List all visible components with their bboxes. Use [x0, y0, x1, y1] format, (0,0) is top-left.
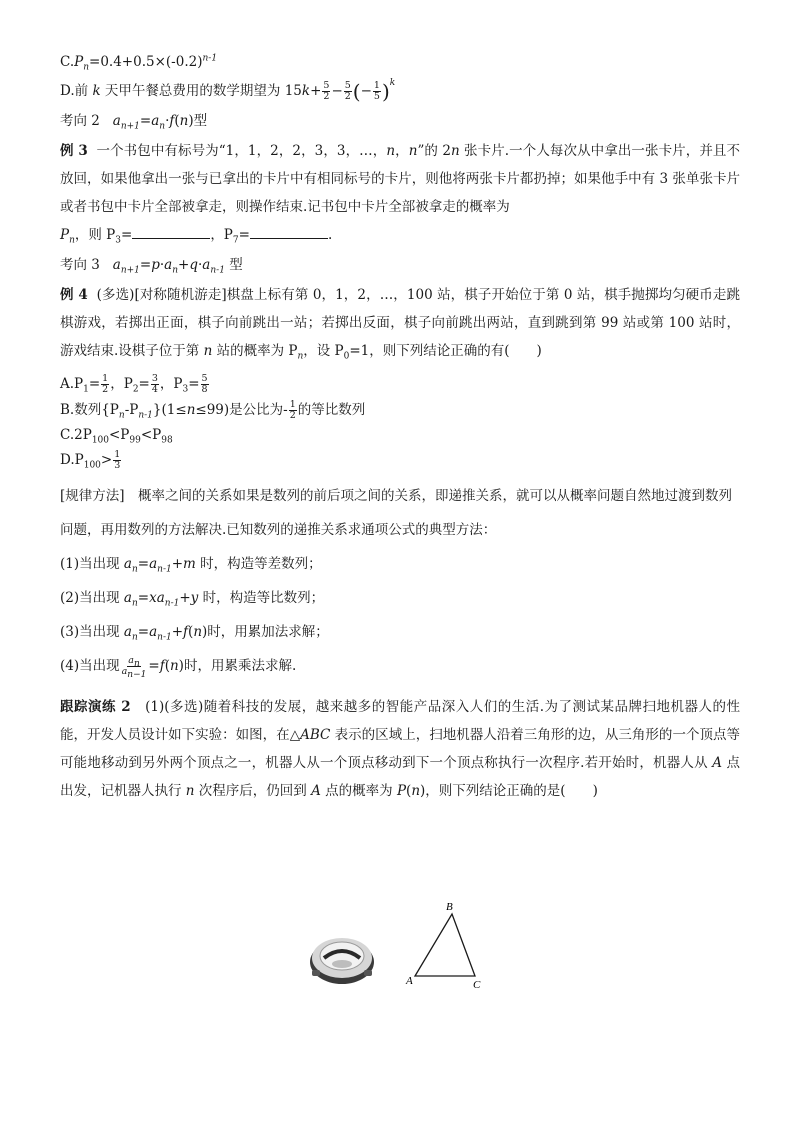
math-op: = — [137, 623, 150, 640]
fraction — [201, 374, 209, 395]
math-sub: n — [83, 62, 90, 73]
triangle-abc — [415, 914, 475, 976]
math-var: y — [190, 589, 199, 606]
math-op: · — [159, 256, 165, 273]
method-text: (1)当出现 — [60, 555, 124, 572]
math-var: a — [151, 112, 160, 129]
method-item-2 — [60, 581, 740, 615]
math-var: n — [193, 623, 203, 640]
method-text: 概率之间的关系如果是数列的前后项之间的关系，即递推关系，就可以从概率问题自然地过渡到数列问题，再用数列的方法解决.已知数列的递推关系求通项公式的典型方法： — [60, 487, 733, 538]
math-sub: n — [131, 564, 138, 575]
example-4 — [60, 281, 740, 365]
math-op: + — [310, 83, 322, 99]
math-sub: 99 — [129, 435, 141, 446]
option-text: <P — [109, 426, 130, 443]
option-prefix: D.前 — [60, 83, 93, 99]
math-sub: n — [297, 351, 304, 362]
math-op: + — [178, 256, 190, 273]
example-text: . — [327, 226, 333, 243]
math-var: a — [123, 589, 132, 606]
math-var: n — [203, 342, 213, 359]
math-var: a — [123, 555, 132, 572]
document-page — [60, 52, 740, 805]
heading-suffix: 型 — [193, 112, 208, 129]
option-text: <P — [140, 426, 162, 443]
paren: ( — [188, 623, 194, 640]
math-var: f — [159, 657, 165, 674]
math-sub: n — [131, 598, 138, 609]
vertex-a-label: A — [406, 975, 413, 987]
math-op: · — [198, 256, 203, 273]
math-var: a — [164, 256, 173, 273]
vertex-c-label: C — [473, 979, 481, 991]
method-text: (2)当出现 — [60, 589, 124, 606]
method-item-4 — [60, 649, 740, 683]
example-text: 站的概率为 P — [212, 342, 298, 359]
math-var: a — [112, 112, 121, 129]
option-c4 — [60, 423, 740, 447]
math-var: a — [156, 589, 165, 606]
math-op: = — [137, 555, 150, 572]
math-op: = — [148, 657, 160, 674]
option-d4 — [60, 447, 740, 473]
fraction — [322, 81, 330, 102]
method-text: 时，构造等差数列； — [195, 555, 322, 572]
math-sub: n-1 — [138, 410, 153, 421]
frac-den: 5 — [373, 91, 380, 102]
option-text: 的等比数列 — [297, 401, 366, 418]
math-sub: n-1 — [157, 564, 172, 575]
method-text: )时，用累乘法求解. — [178, 657, 297, 674]
option-text: ，P — [110, 375, 133, 392]
math-op: + — [171, 555, 184, 572]
heading-label: 考向 2 — [60, 112, 100, 129]
math-var: n — [169, 657, 179, 674]
example-text: =1，则下列结论正确的有( ) — [349, 342, 542, 359]
math-sub: 3 — [115, 235, 121, 246]
frac-num: 5 — [201, 372, 208, 384]
math-var: a — [149, 555, 158, 572]
option-prefix: C. — [60, 54, 75, 70]
method-text: (4)当出现 — [60, 657, 120, 674]
direction-2-heading — [60, 111, 740, 131]
method-text: )时，用累加法求解； — [202, 623, 329, 640]
frac-num: 3 — [151, 372, 158, 384]
frac-den — [121, 665, 148, 680]
math-op: = — [139, 256, 152, 273]
frac-num: 5 — [323, 80, 330, 91]
math-exp: n-1 — [202, 53, 218, 64]
math-var: n — [450, 142, 460, 159]
frac-den: 4 — [151, 383, 158, 395]
math-op: = — [238, 226, 250, 243]
option-text: ≤99)是公比为- — [195, 401, 288, 418]
math-sub: n — [172, 265, 179, 276]
robot-vacuum-icon — [310, 938, 374, 984]
method-label: [规律方法] — [60, 487, 125, 504]
math-sub: 7 — [232, 235, 239, 246]
vertex-b-label: B — [446, 901, 453, 913]
math-var: A — [311, 782, 321, 799]
direction-3-heading — [60, 255, 740, 275]
math-op: = — [121, 226, 133, 243]
fraction — [113, 450, 121, 471]
example-text: ，设 P — [303, 342, 344, 359]
example-3 — [60, 137, 740, 249]
math-op: = — [88, 375, 101, 392]
answer-blank-p3[interactable] — [132, 226, 210, 239]
practice-text: 点的概率为 — [320, 782, 397, 799]
method-item-1 — [60, 547, 740, 581]
math-var: q — [189, 256, 198, 273]
frac-num — [127, 656, 140, 667]
frac-den: 3 — [114, 459, 121, 471]
option-d-top — [60, 78, 740, 105]
method-text: 时，构造等比数列； — [198, 589, 325, 606]
math-op: = — [188, 375, 200, 392]
example-tag: (多选)[对称随机游走] — [96, 286, 227, 303]
math-var: a — [123, 623, 132, 640]
paren: ) — [188, 112, 194, 129]
fraction — [101, 374, 109, 395]
option-c-top — [60, 52, 740, 72]
option-text: ，P — [159, 375, 183, 392]
math-sub: 0 — [343, 351, 350, 362]
option-text: 天甲午餐总费用的数学期望为 15 — [100, 83, 302, 99]
math-sub: n-1 — [210, 265, 225, 276]
math-var: a — [112, 256, 121, 273]
example-text: ”的 2 — [417, 142, 451, 159]
frac-den: 8 — [201, 383, 208, 395]
option-text: C.2P — [60, 426, 92, 443]
math-var: P — [60, 226, 70, 243]
math-sub: n — [131, 632, 138, 643]
frac-den: 2 — [289, 409, 296, 421]
frac-num: 1 — [102, 372, 109, 384]
math-op: − — [360, 83, 372, 99]
paren: ( — [174, 112, 180, 129]
method-box — [60, 479, 740, 683]
math-sub: 100 — [91, 435, 109, 446]
math-sub: n — [133, 658, 140, 669]
option-b4 — [60, 397, 740, 423]
method-intro — [60, 479, 740, 547]
practice-text: 表示的区域上，扫地机器人沿着三角形的边，从三角形的一个顶点等可能地移动到另外两个顶点之一，机器人从一个顶点移动到下一个顶点称执行一次程序.若开始时，机器人从 — [60, 726, 740, 771]
option-a4 — [60, 371, 740, 397]
math-op: = — [137, 589, 150, 606]
math-var: P — [396, 782, 407, 799]
math-op: = — [138, 375, 150, 392]
math-op: + — [171, 623, 184, 640]
frac-num: 1 — [114, 448, 121, 460]
example-text: ， — [395, 142, 409, 159]
example-text: 棋盘上标有第 0，1，2，…，100 站，棋子开始位于第 0 站，棋手抛掷均匀硬币走跳棋游戏，若掷出正面，棋子向前跳出一站；若掷出反面，棋子向前跳出两站，直到跳到第 99 站或第 100 站时，游戏结束.设棋子位于第 — [60, 286, 740, 359]
math-sub: n — [118, 410, 125, 421]
math-var: x — [149, 589, 157, 606]
math-sub: n−1 — [127, 669, 147, 680]
option-text: }(1≤ — [152, 401, 187, 418]
math-sub: 98 — [161, 435, 173, 446]
practice-text: (1)(多选)随着科技的发展，越来越多的智能产品深入人们的生活.为了测试某品牌扫地机器人的性能，开发人员设计如下实验：如图，在△ — [60, 698, 740, 743]
heading-suffix: 型 — [224, 256, 243, 273]
math-sub: n+1 — [120, 265, 140, 276]
fraction — [151, 374, 159, 395]
option-text: A.P — [60, 375, 84, 392]
practice-text: 点出发，记机器人执行 — [60, 754, 740, 799]
math-sub: n-1 — [157, 632, 172, 643]
example-text: 一个书包中有标号为“1，1，2，2，3，3，…， — [96, 142, 387, 159]
math-var: P — [74, 54, 84, 70]
paren: ( — [352, 79, 361, 104]
math-var: n — [411, 782, 421, 799]
paren: ( — [164, 657, 170, 674]
fraction — [121, 654, 148, 680]
frac-den: 2 — [323, 91, 330, 102]
frac-num: 1 — [289, 398, 296, 410]
example-label: 例 4 — [60, 286, 88, 303]
figure-svg — [300, 900, 500, 1000]
math-var: a — [149, 623, 158, 640]
math-sub: n — [69, 235, 75, 246]
frac-den: 2 — [344, 91, 351, 102]
math-op: − — [331, 83, 343, 99]
fraction — [289, 400, 297, 421]
math-op: > — [100, 451, 113, 468]
method-item-3 — [60, 615, 740, 649]
fraction — [344, 81, 352, 102]
option-text: B.数列{P — [60, 401, 119, 418]
math-var: n — [386, 142, 396, 159]
frac-den: 2 — [102, 383, 109, 395]
math-sub: n — [159, 121, 166, 132]
paren: ) — [420, 782, 426, 799]
math-sub: n+1 — [120, 121, 140, 132]
figure-robot-triangle — [300, 900, 500, 1000]
example-text: 张卡片.一个人每次从中拿出一张卡片，并且不放回，如果他拿出一张与已拿出的卡片中有相同标号的卡片，则他将两张卡片都扔掉；如果他手中有 3 张单张卡片或者书包中卡片全部被拿走，则操作结束.记书包中卡片全部被拿走的概率为 — [60, 142, 740, 215]
math-op: · — [165, 112, 170, 129]
math-var: n — [186, 401, 196, 418]
math-var: a — [202, 256, 211, 273]
method-text: (3)当出现 — [60, 623, 124, 640]
math-op: = — [139, 112, 152, 129]
math-sub: n-1 — [164, 598, 180, 609]
math-var: k — [92, 83, 101, 99]
math-var: n — [185, 782, 195, 799]
paren: ( — [406, 782, 412, 799]
math-sub: 100 — [83, 460, 101, 471]
practice-2 — [60, 693, 740, 805]
heading-label: 考向 3 — [60, 256, 100, 273]
example-label: 例 3 — [60, 142, 88, 159]
math-text: =0.4+0.5×(-0.2) — [89, 54, 203, 70]
math-op: + — [179, 589, 191, 606]
math-var: A — [712, 754, 723, 771]
example-text: ，P — [210, 226, 233, 243]
math-var: n — [179, 112, 189, 129]
math-sub: 1 — [83, 384, 89, 395]
math-sub: 3 — [182, 384, 189, 395]
paren: ) — [381, 79, 390, 104]
math-var: k — [301, 83, 311, 99]
math-var: a — [128, 654, 134, 666]
answer-blank-p7[interactable] — [250, 226, 328, 239]
math-var: f — [183, 623, 189, 640]
math-var: f — [169, 112, 175, 129]
math-exp: k — [389, 78, 396, 88]
practice-label: 跟踪演练 2 — [60, 698, 131, 715]
math-var: m — [183, 555, 196, 572]
practice-text: ，则下列结论正确的是( ) — [425, 782, 598, 799]
math-var: a — [121, 665, 128, 677]
math-var: p — [151, 256, 160, 273]
math-var: n — [408, 142, 418, 159]
fraction — [373, 81, 381, 102]
practice-text: 次程序后，仍回到 — [194, 782, 312, 799]
frac-num: 5 — [344, 80, 351, 91]
math-sub: 2 — [132, 384, 139, 395]
frac-num: 1 — [373, 80, 380, 91]
math-var: ABC — [300, 726, 331, 743]
option-text: -P — [124, 401, 139, 418]
example-text: ，则 P — [74, 226, 116, 243]
option-text: D.P — [60, 451, 84, 468]
